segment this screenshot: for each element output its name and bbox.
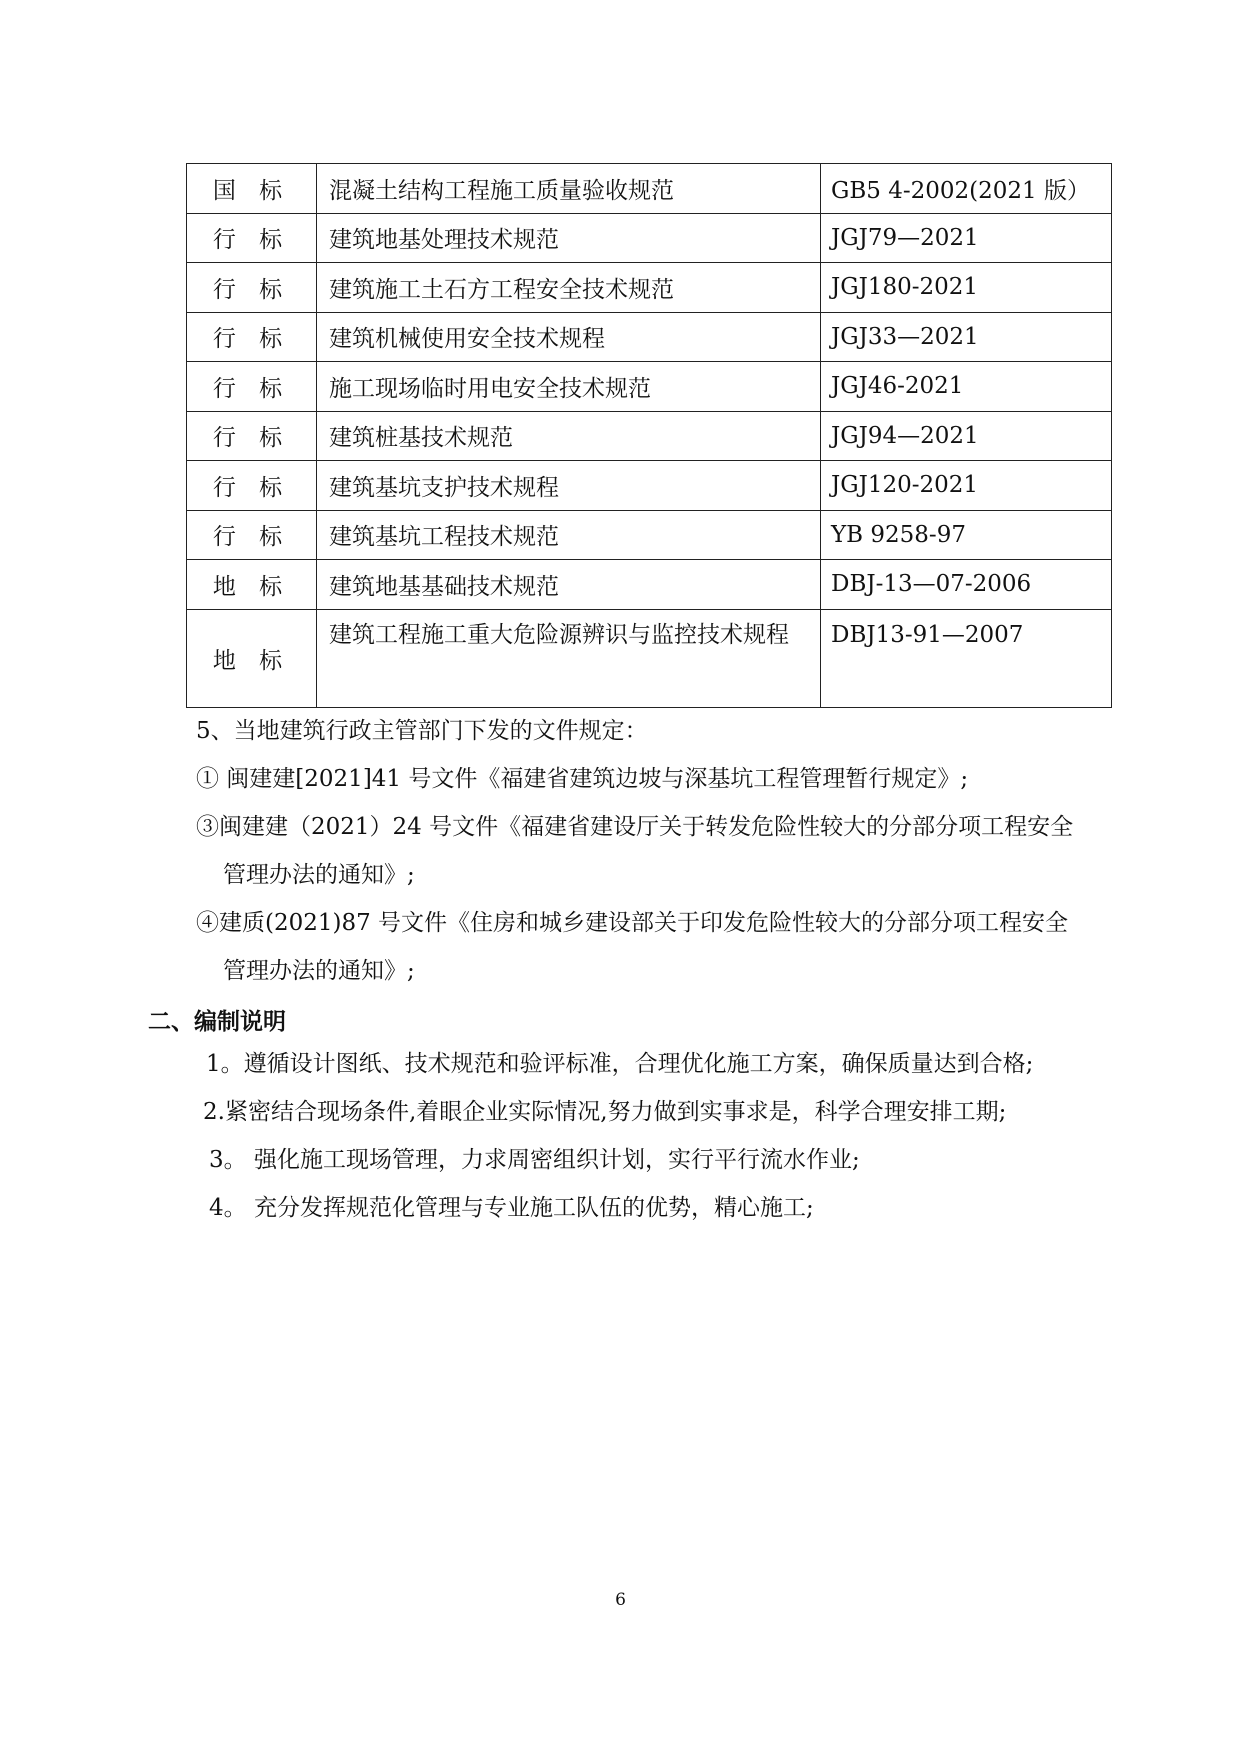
- explanation-item-2: 2.紧密结合现场条件,着眼企业实际情况,努力做到实事求是，科学合理安排工期;: [203, 1099, 1007, 1125]
- standard-type-cell: 行 标: [187, 510, 317, 560]
- regulation-item-2-line2: 管理办法的通知》;: [223, 862, 415, 888]
- standard-type-cell: 行 标: [187, 312, 317, 362]
- standard-name-cell: 施工现场临时用电安全技术规范: [317, 362, 821, 412]
- standard-name-cell: 建筑工程施工重大危险源辨识与监控技术规程: [317, 609, 821, 707]
- standard-name-cell: 建筑基坑支护技术规程: [317, 461, 821, 511]
- table-row: [187, 164, 1112, 214]
- regulation-item-3-line2: 管理办法的通知》;: [223, 958, 415, 984]
- standard-type-cell: 国 标: [187, 164, 317, 214]
- table-row: [187, 312, 1112, 362]
- standard-code-cell: DBJ-13—07-2006: [821, 560, 1112, 610]
- standard-code-cell: YB 9258-97: [821, 510, 1112, 560]
- regulation-item-3-line1: ④建质(2021)87 号文件《住房和城乡建设部关于印发危险性较大的分部分项工程安全: [196, 910, 1069, 936]
- regulation-item-1: ① 闽建建[2021]41 号文件《福建省建筑边坡与深基坑工程管理暂行规定》;: [196, 766, 969, 792]
- standard-name-cell: 建筑地基处理技术规范: [317, 213, 821, 263]
- standard-name-cell: 混凝土结构工程施工质量验收规范: [317, 164, 821, 214]
- table-row: [187, 263, 1112, 313]
- standard-name-cell: 建筑地基基础技术规范: [317, 560, 821, 610]
- table-row: [187, 411, 1112, 461]
- explanation-item-4: 4。 充分发挥规范化管理与专业施工队伍的优势，精心施工;: [209, 1195, 814, 1221]
- standard-name-cell: 建筑基坑工程技术规范: [317, 510, 821, 560]
- standard-code-cell: JGJ33—2021: [821, 312, 1112, 362]
- standard-code-cell: JGJ79—2021: [821, 213, 1112, 263]
- standard-name-cell: 建筑施工土石方工程安全技术规范: [317, 263, 821, 313]
- standard-code-cell: JGJ46-2021: [821, 362, 1112, 412]
- explanation-item-3: 3。 强化施工现场管理，力求周密组织计划，实行平行流水作业;: [209, 1147, 860, 1173]
- standard-type-cell: 行 标: [187, 461, 317, 511]
- table-row: [187, 461, 1112, 511]
- standard-name-cell: 建筑机械使用安全技术规程: [317, 312, 821, 362]
- explanation-item-1: 1。遵循设计图纸、技术规范和验评标准，合理优化施工方案，确保质量达到合格;: [206, 1051, 1034, 1077]
- standard-code-cell: JGJ94—2021: [821, 411, 1112, 461]
- standard-type-cell: 地 标: [187, 560, 317, 610]
- standard-type-cell: 行 标: [187, 411, 317, 461]
- standard-name-cell: 建筑桩基技术规范: [317, 411, 821, 461]
- standard-code-cell: GB5 4-2002(2021 版）: [821, 164, 1112, 214]
- section-heading: 二、编制说明: [148, 1009, 286, 1035]
- page-number: 6: [615, 1590, 626, 1610]
- table-row: [187, 362, 1112, 412]
- table-row: [187, 213, 1112, 263]
- table-row: [187, 560, 1112, 610]
- standard-code-cell: JGJ180-2021: [821, 263, 1112, 313]
- standards-table: [186, 163, 1112, 708]
- standard-type-cell: 行 标: [187, 362, 317, 412]
- standard-code-cell: DBJ13-91—2007: [821, 609, 1112, 707]
- standard-type-cell: 地 标: [187, 609, 317, 707]
- section5-title: 5、当地建筑行政主管部门下发的文件规定：: [196, 718, 648, 744]
- standard-code-cell: JGJ120-2021: [821, 461, 1112, 511]
- standard-type-cell: 行 标: [187, 263, 317, 313]
- standard-type-cell: 行 标: [187, 213, 317, 263]
- table-row: [187, 609, 1112, 707]
- table-row: [187, 510, 1112, 560]
- regulation-item-2-line1: ③闽建建（2021）24 号文件《福建省建设厅关于转发危险性较大的分部分项工程安全: [196, 814, 1074, 840]
